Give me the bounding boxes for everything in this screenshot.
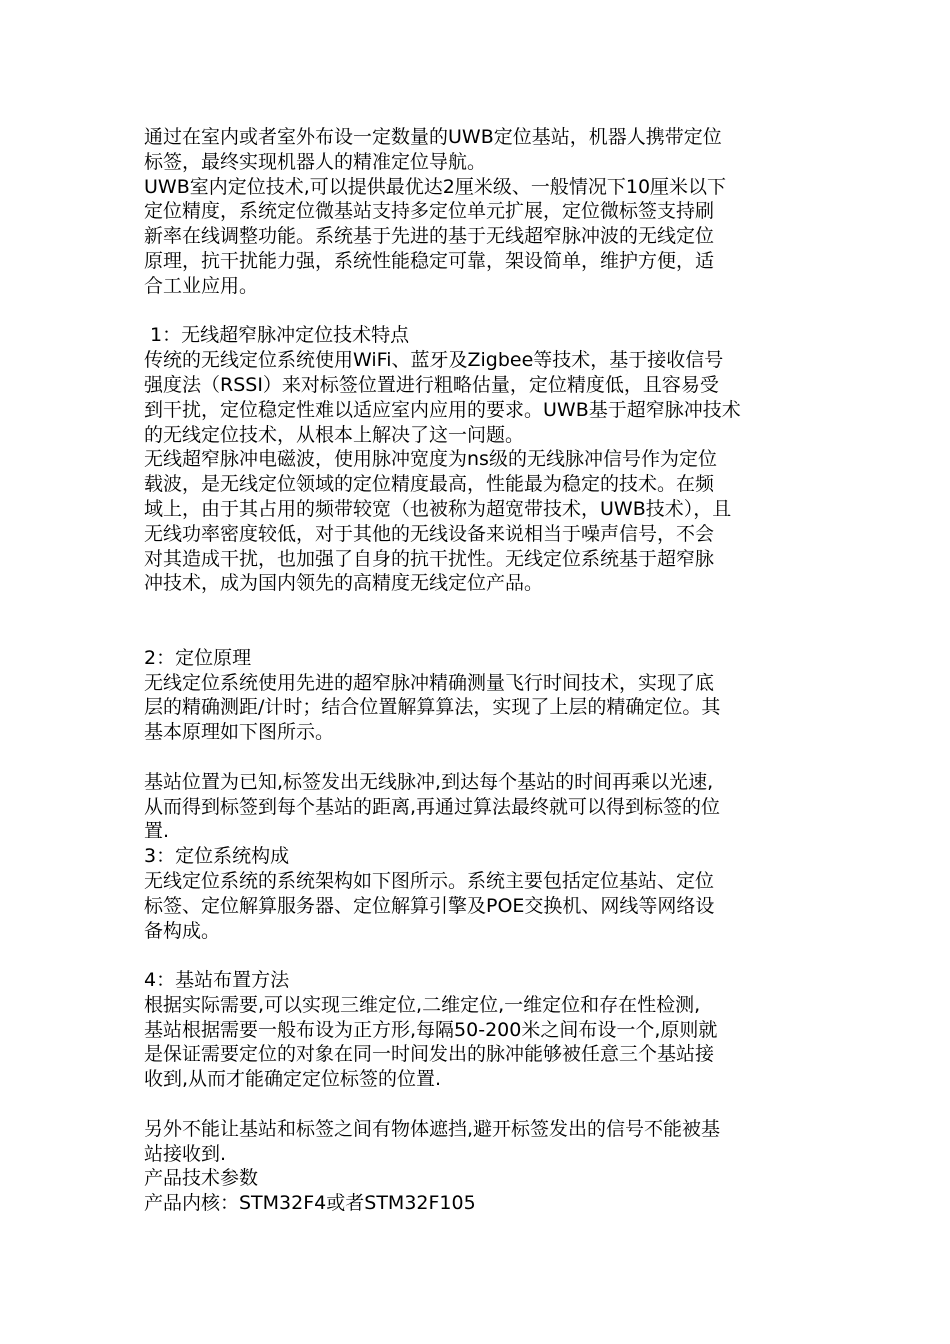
text-line: 产品内核：STM32F4或者STM32F105	[144, 1192, 476, 1215]
text-line: 从而得到标签到每个基站的距离,再通过算法最终就可以得到标签的位	[144, 795, 721, 818]
text-line: 备构成。	[144, 919, 221, 942]
text-line	[144, 1092, 814, 1117]
text-line: 域上，由于其占用的频带较宽（也被称为超宽带技术，UWB技术），且	[144, 497, 732, 520]
text-line: 原理，抗干扰能力强，系统性能稳定可靠，架设简单，维护方便，适	[144, 249, 715, 272]
text-line	[144, 596, 814, 621]
text-line	[144, 943, 814, 968]
text-line: UWB室内定位技术,可以提供最优达2厘米级、一般情况下10厘米以下	[144, 175, 727, 198]
text-line: 站接收到.	[144, 1142, 227, 1165]
text-line: 无线定位系统的系统架构如下图所示。系统主要包括定位基站、定位	[144, 869, 715, 892]
document-body	[144, 125, 814, 1216]
text-line: 标签、定位解算服务器、定位解算引擎及POE交换机、网线等网络设	[144, 894, 715, 917]
text-line: 新率在线调整功能。系统基于先进的基于无线超窄脉冲波的无线定位	[144, 225, 715, 248]
text-line: 定位精度，系统定位微基站支持多定位单元扩展，定位微标签支持刷	[144, 200, 715, 223]
text-line: 冲技术，成为国内领先的高精度无线定位产品。	[144, 572, 544, 595]
text-line: 通过在室内或者室外布设一定数量的UWB定位基站，机器人携带定位	[144, 126, 722, 148]
text-line: 到干扰，定位稳定性难以适应室内应用的要求。UWB基于超窄脉冲技术	[144, 398, 741, 421]
text-line: 收到,从而才能确定定位标签的位置.	[144, 1068, 442, 1091]
text-line: 无线超窄脉冲电磁波，使用脉冲宽度为ns级的无线脉冲信号作为定位	[144, 448, 717, 471]
text-line: 合工业应用。	[144, 274, 259, 297]
text-line: 另外不能让基站和标签之间有物体遮挡,避开标签发出的信号不能被基	[144, 1117, 721, 1140]
text-line: 置.	[144, 820, 170, 843]
text-line: 4：基站布置方法	[144, 969, 290, 992]
text-line	[144, 621, 814, 646]
text-line: 标签，最终实现机器人的精准定位导航。	[144, 150, 487, 173]
text-line: 2：定位原理	[144, 646, 252, 669]
text-line: 基站位置为已知,标签发出无线脉冲,到达每个基站的时间再乘以光速,	[144, 770, 714, 793]
text-line: 载波，是无线定位领域的定位精度最高，性能最为稳定的技术。在频	[144, 473, 715, 496]
text-line: 无线功率密度较低，对于其他的无线设备来说相当于噪声信号，不会	[144, 522, 715, 545]
text-line: 基站根据需要一般布设为正方形,每隔50-200米之间布设一个,原则就	[144, 1018, 718, 1041]
text-line: 传统的无线定位系统使用WiFi、蓝牙及Zigbee等技术，基于接收信号	[144, 349, 724, 372]
text-line: 无线定位系统使用先进的超窄脉冲精确测量飞行时间技术，实现了底	[144, 671, 715, 694]
text-line: 是保证需要定位的对象在同一时间发出的脉冲能够被任意三个基站接	[144, 1043, 715, 1066]
text-line: 3：定位系统构成	[144, 845, 290, 868]
text-line	[144, 299, 814, 324]
text-line: 1：无线超窄脉冲定位技术特点	[144, 324, 410, 347]
text-line: 强度法（RSSI）来对标签位置进行粗略估量，定位精度低，且容易受	[144, 373, 719, 396]
text-line: 的无线定位技术，从根本上解决了这一问题。	[144, 423, 525, 446]
text-line: 对其造成干扰，也加强了自身的抗干扰性。无线定位系统基于超窄脉	[144, 547, 715, 570]
text-line: 产品技术参数	[144, 1167, 259, 1190]
text-line: 层的精确测距/计时；结合位置解算算法，实现了上层的精确定位。其	[144, 696, 721, 719]
text-line: 基本原理如下图所示。	[144, 721, 335, 744]
text-line	[144, 745, 814, 770]
text-line: 根据实际需要,可以实现三维定位,二维定位,一维定位和存在性检测,	[144, 993, 701, 1016]
